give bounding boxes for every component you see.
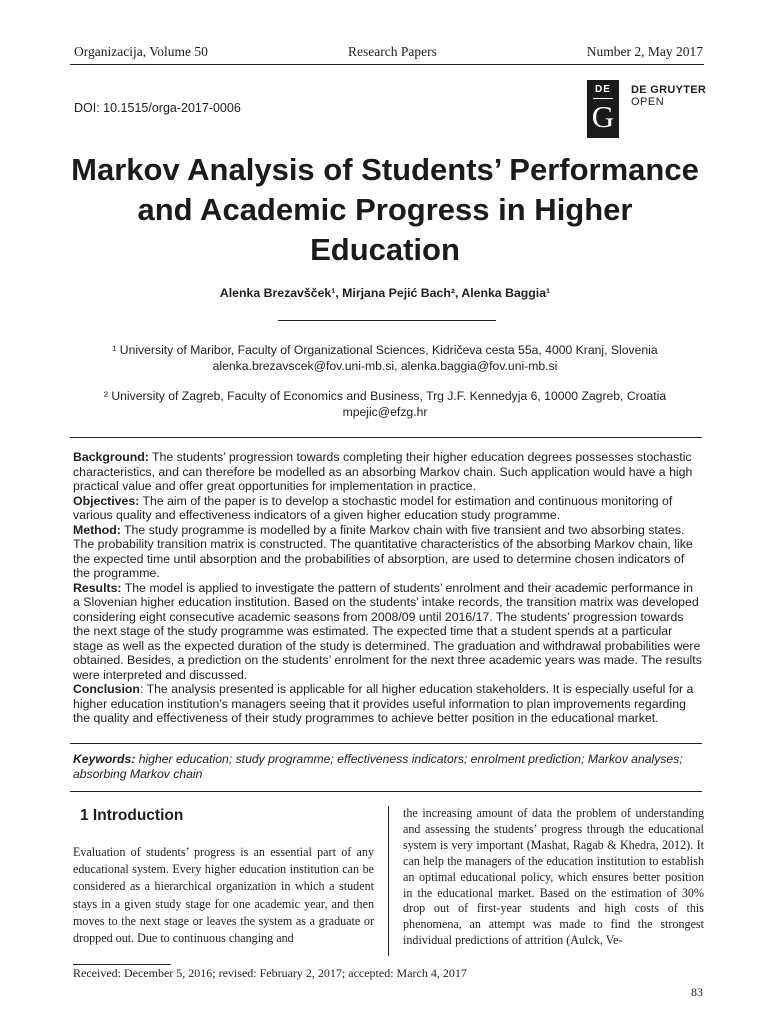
abstract-top-rule (70, 437, 702, 438)
affiliation-2-emails: mpejic@efzg.hr (342, 405, 428, 419)
affiliation-1-emails: alenka.brezavscek@fov.uni-mb.si, alenka.baggia@fov.uni-mb.si (212, 359, 558, 373)
received-dates-footnote: Received: December 5, 2016; revised: February 2, 2017; accepted: March 4, 2017 (73, 966, 467, 980)
abstract-results (73, 581, 703, 683)
header-divider (70, 64, 704, 65)
abstract-label: Results: (73, 580, 122, 595)
author-divider (278, 320, 496, 321)
keywords (73, 752, 703, 781)
abstract-text: The students’ progression towards completing their higher education degrees possesses stochastic characteristics, and can therefore be modelled as an absorbing Markov chain. Such application would have a high practical value and offer great opportunities for implementation in practice. (73, 450, 693, 493)
keywords-bottom-rule (70, 791, 702, 792)
affiliation-1-address: ¹ University of Maribor, Faculty of Organizational Sciences, Kidričeva cesta 55a, 4000 Kranj, Slovenia (112, 343, 658, 357)
logo-mark-top: DE (595, 84, 611, 95)
affiliation-1 (60, 342, 710, 374)
abstract-text: The study programme is modelled by a finite Markov chain with five transient and two absorbing states. The probability transition matrix is constructed. The quantitative characteristics of the absorbing Markov chain, like the expected time until absorption and the probabilities of absorption, are used to determine chosen indicators of the programme. (73, 522, 693, 580)
running-header-journal: Organizacija, Volume 50 (74, 44, 208, 59)
column-divider (388, 806, 389, 956)
doi: DOI: 10.1515/orga-2017-0006 (74, 101, 241, 115)
de-gruyter-logo (587, 80, 619, 138)
body-column-right: the increasing amount of data the problem of understanding and assessing the students’ progress through the educational system is very important (Mashat, Ragab & Khedra, 2012). It can help the managers of the education institution to establish an optimal educational policy, which ensures better position in the educational market. Based on the estimation of 30% drop out of first-year students and high costs of this phenomena, an attempt was made to find the strongest individual predictions of attrition (Aulck, Ve- (403, 806, 704, 948)
running-header-section: Research Papers (348, 44, 437, 59)
abstract-objectives (73, 494, 703, 523)
abstract-background (73, 450, 703, 494)
footnote-rule (73, 964, 171, 965)
abstract-text: The aim of the paper is to develop a stochastic model for estimation and continuous monitoring of various quality and effectiveness indicators of a given higher education study programme. (73, 493, 673, 522)
abstract (73, 450, 703, 726)
publisher-subtitle: OPEN (631, 96, 665, 108)
abstract-text: The model is applied to investigate the pattern of students’ enrolment and their academic performance in a Slovenian higher education institution. Based on the students’ intake records, the transition matrix was developed considering eight consecutive academic seasons from 2008/09 until 2016/17. The students’ progression towards the next stage of the study programme was estimated. The expected time that a student spends at a particular stage as well as the expected duration of the study is determined. The graduation and withdrawal probabilities were obtained. Besides, a prediction on the students’ enrolment for the next three academic years was made. The results were interpreted and discussed. (73, 580, 702, 682)
publisher-name: DE GRUYTER (631, 84, 707, 96)
page-number: 83 (691, 985, 703, 999)
affiliation-2-address: ² University of Zagreb, Faculty of Economics and Business, Trg J.F. Kennedyja 6, 10000 Zagreb, Croatia (103, 389, 667, 403)
body-column-left: Evaluation of students’ progress is an essential part of any educational system. Every higher education institution can be considered as a hierarchical organization in which a student stays in a given study stage for one academic year, and then moves to the next stage or leaves the system as a graduate or dropped out. Due to continuous changing and (73, 845, 374, 946)
abstract-label: Conclusion (73, 682, 140, 696)
abstract-label: Objectives: (73, 493, 140, 508)
keywords-text: higher education; study programme; effectiveness indicators; enrolment prediction; Markov analyses; absorbing Markov chain (73, 752, 683, 781)
abstract-label: Method: (73, 522, 121, 537)
abstract-label: Background: (73, 450, 149, 464)
running-header-issue: Number 2, May 2017 (586, 44, 703, 59)
section-heading-introduction: 1 Introduction (80, 807, 184, 824)
abstract-conclusion (73, 682, 703, 726)
keywords-label: Keywords: (73, 752, 136, 766)
paper-title: Markov Analysis of Students’ Performance and Academic Progress in Higher Education (71, 152, 699, 267)
abstract-text: : The analysis presented is applicable for all higher education stakeholders. It is especially useful for a higher education institution’s managers seeing that it provides useful information to plan improvements regarding the quality and effectiveness of their study programmes to achieve better position in the educational market. (73, 682, 694, 725)
abstract-method (73, 523, 703, 581)
keywords-top-rule (70, 743, 702, 744)
author-list: Alenka Brezavšček¹, Mirjana Pejić Bach², Alenka Baggia¹ (219, 286, 551, 300)
affiliation-2 (60, 388, 710, 420)
logo-mark-letter: G (591, 99, 615, 134)
